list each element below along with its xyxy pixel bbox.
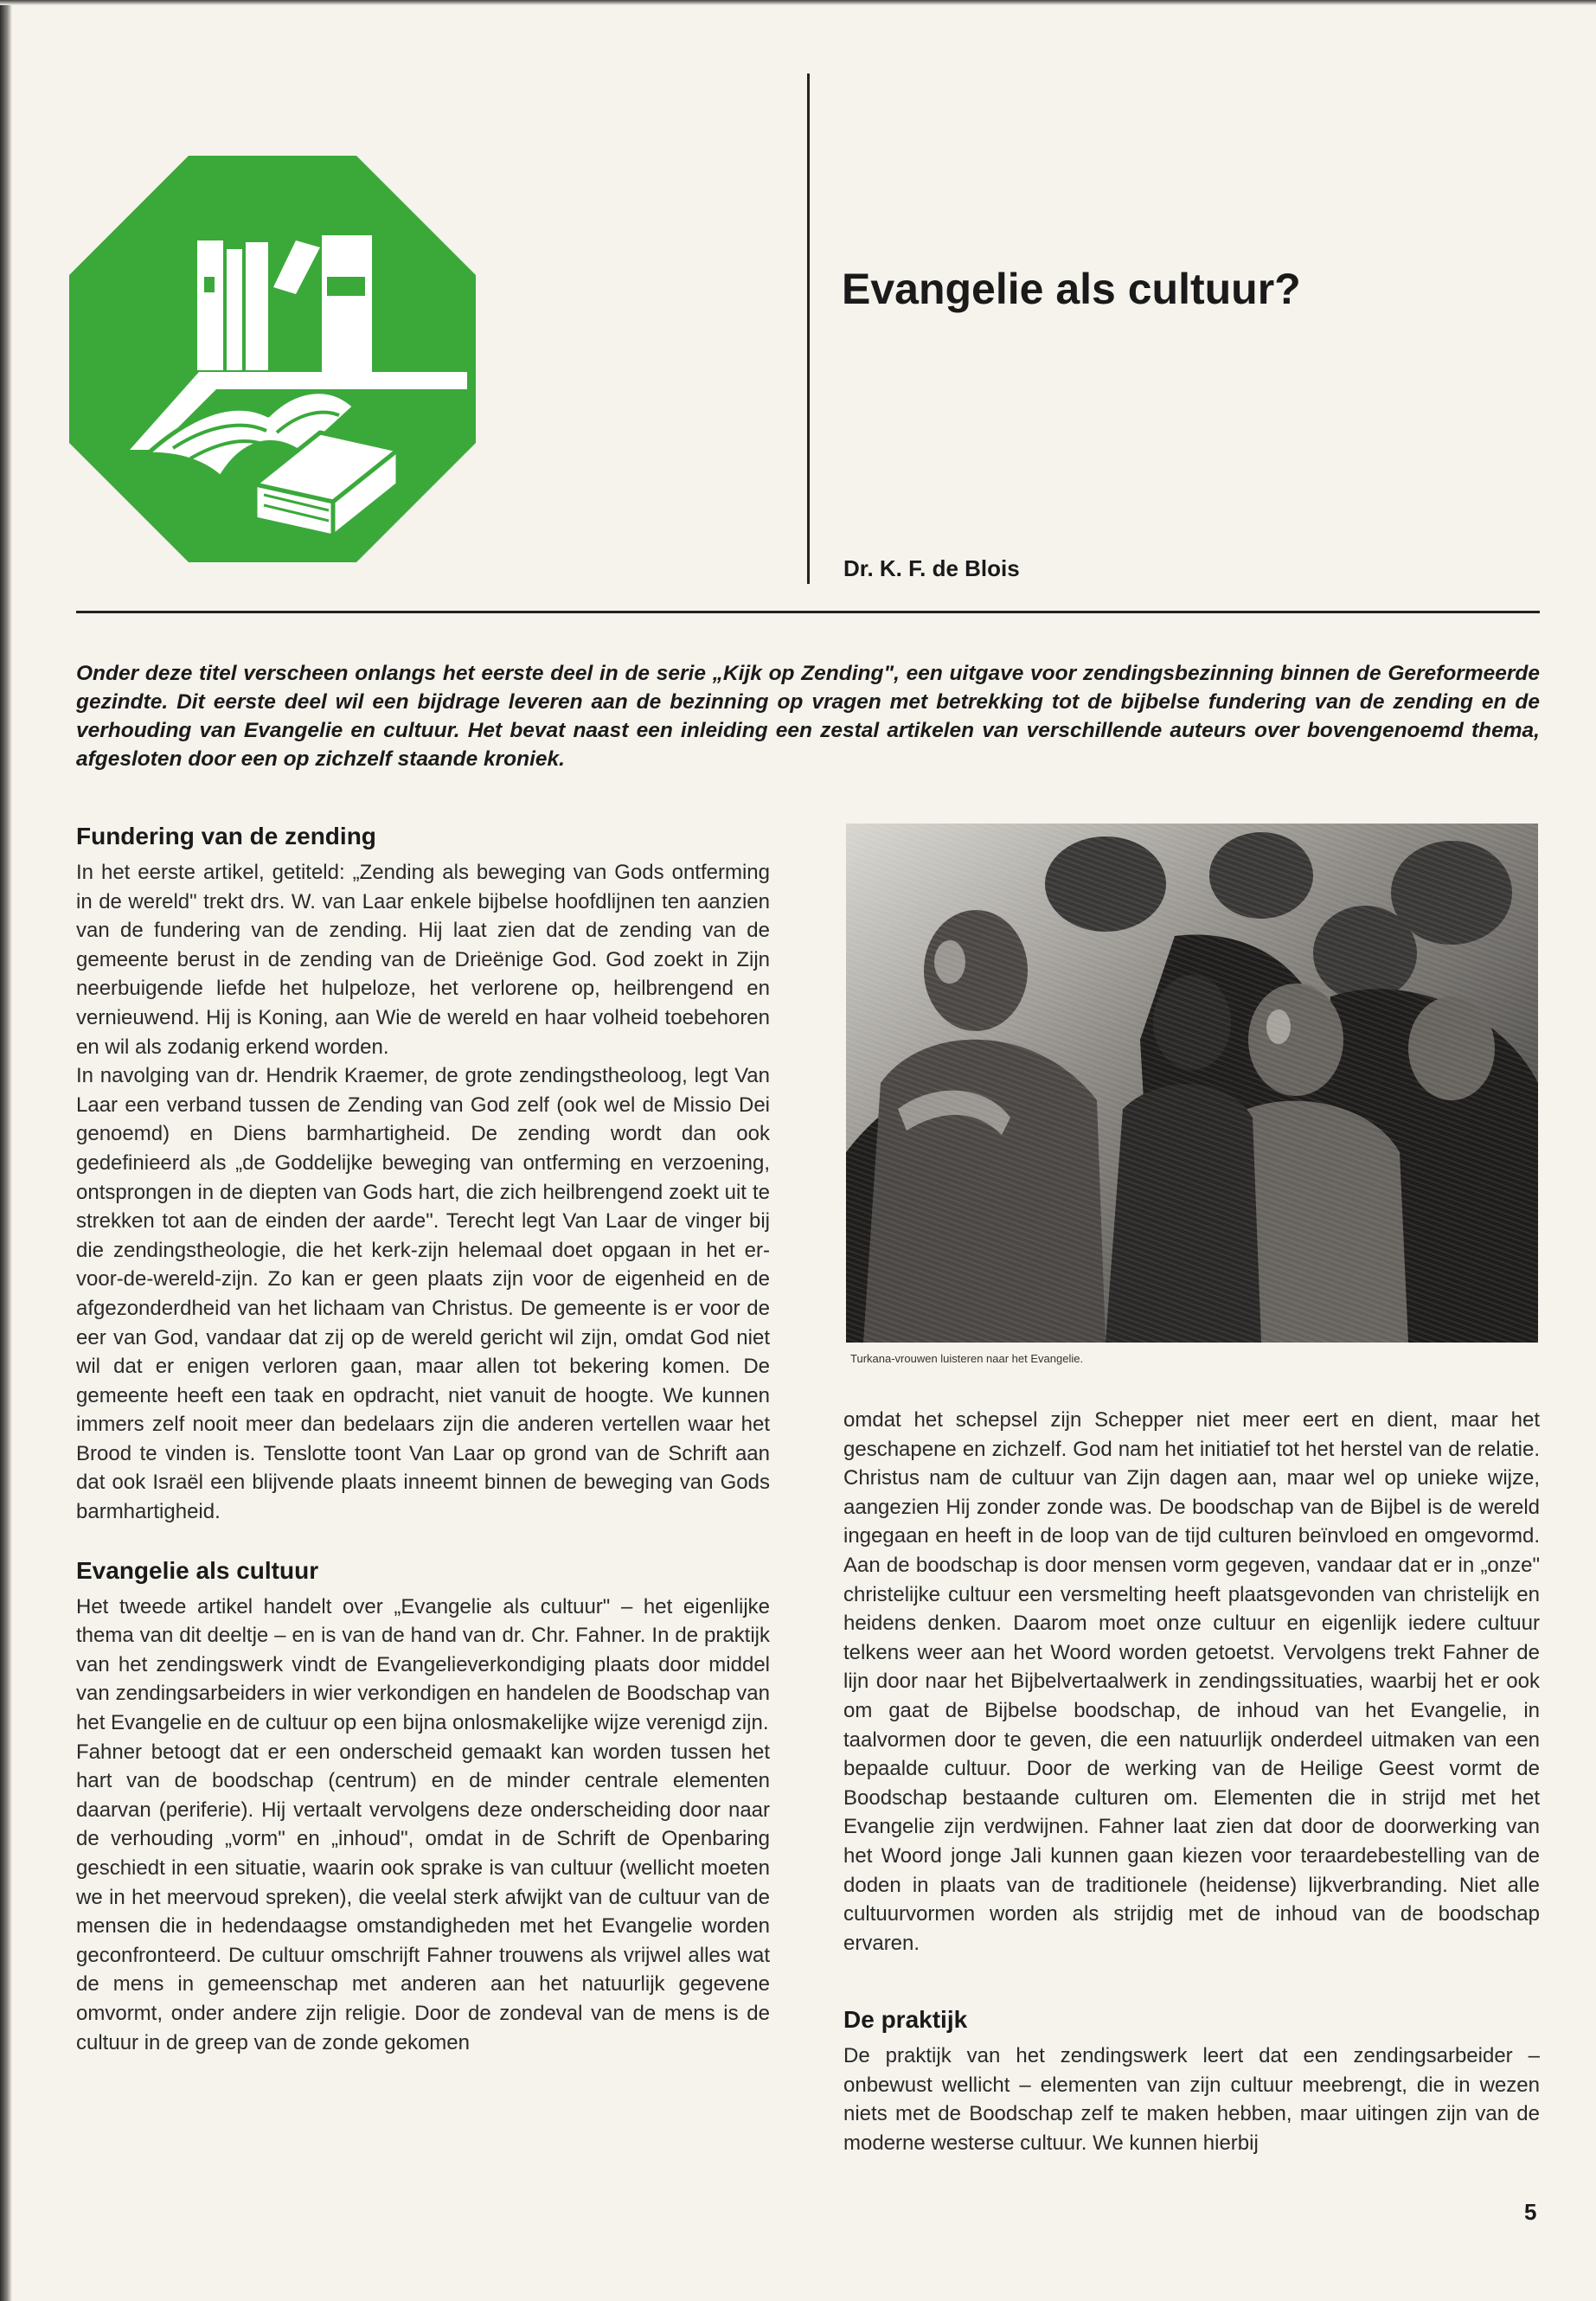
left-column (76, 822, 770, 2057)
section-heading-fundering: Fundering van de zending (76, 823, 376, 849)
page-number: 5 (1524, 2199, 1537, 2225)
page-top-edge (0, 0, 1596, 5)
paragraph: In navolging van dr. Hendrik Kraemer, de grote zendingstheoloog, legt Van Laar een verband tussen de Zending van God zelf (ook wel de Missio Dei genoemd) en Diens barmhartigheid. De zending wordt dan ook gedefinieerd als „de Goddelijke beweging van ontferming en verzoening, ontsprongen in de diepten van Gods hart, die zich heilbrengend zoekt uit te strekken tot aan de einden der aarde". Terecht legt Van Laar de vinger bij die zendingstheologie, die het kerk-zijn helemaal doet opgaan in het er-voor-de-wereld-zijn. Zo kan er geen plaats zijn voor de eigenheid en de afgezonderdheid van het lichaam van Christus. De gemeente is er voor de eer van God, vandaar dat zij op de wereld gericht wil zijn, omdat God niet wil dat er enigen verloren gaan, maar allen tot bekering komen. De gemeente heeft een taak en opdracht, niet vanuit de hoogte. We kunnen immers zelf nooit meer dan bedelaars zijn die anderen vertellen waar het Brood te vinden is. Tenslotte toont Van Laar op grond van de Schrift aan dat ook Israël een blijvende plaats inneemt binnen de beweging van Gods barmhartigheid. (76, 1064, 770, 1524)
article-author: Dr. K. F. de Blois (843, 555, 1020, 581)
section-heading-praktijk: De praktijk (843, 2006, 968, 2033)
right-column (843, 1406, 1540, 1958)
books-octagon-icon (69, 156, 476, 562)
article-title: Evangelie als cultuur? (842, 265, 1301, 313)
paragraph: Fahner betoogt dat er een onderscheid gemaakt kan worden tussen het hart van de boodschap (centrum) en de minder centrale elementen daarvan (periferie). Hij vertaalt vervolgens deze onderscheiding door naar de verhouding „vorm" en „inhoud", omdat in de Schrift de Openbaring geschiedt in een situatie, waarin ook sprake is van cultuur (wellicht moeten we in het meervoud spreken), die veelal sterk afwijkt van de cultuur van de mensen die in hedendaagse omstandigheden met het Evangelie worden geconfronteerd. De cultuur omschrijft Fahner trouwens als vrijwel alles wat de mens in gemeenschap met anderen aan het natuurlijk gegevene omvormt, onder andere zijn religie. Door de zondeval van de mens is de cultuur in de greep van de zonde gekomen (76, 1740, 770, 2054)
header-horizontal-rule (76, 611, 1540, 613)
paragraph: In het eerste artikel, getiteld: „Zending als beweging van Gods ontferming in de wereld" trekt drs. W. van Laar enkele bijbelse hoofdlijnen ten aanzien van de fundering van de zending. Hij laat zien dat de zending van de gemeente berust in de zending van de Drieënige God. God zoekt in Zijn neerbuigende liefde het hulpeloze, het verlorene op, heilbrengend en vernieuwend. Hij is Koning, aan Wie de wereld en haar volheid toebehoren en wil als zodanig erkend worden. (76, 861, 770, 1059)
header-vertical-rule (807, 74, 810, 584)
article-intro: Onder deze titel verscheen onlangs het eerste deel in de serie „Kijk op Zending", een uitgave voor zendingsbezinning binnen de Gereformeerde gezindte. Dit eerste deel wil een bijdrage leveren aan de bezinning op vragen met betrekking tot de bijbelse fundering van de zending en de verhouding van Evangelie en cultuur. Het bevat naast een inleiding een zestal artikelen van verschillende auteurs over bovengenoemd thema, afgesloten door een op zichzelf staande kroniek. (76, 662, 1540, 771)
paragraph: Het tweede artikel handelt over „Evangelie als cultuur" – het eigenlijke thema van dit deeltje – en is van de hand van dr. Chr. Fahner. In de praktijk van het zendingswerk vindt de Evangelieverkondiging plaats door middel van zendingsarbeiders in wier verkondigen en handelen de Boodschap van het Evangelie en de cultuur op een bijna onlosmakelijke wijze verenigd zijn. (76, 1594, 770, 1735)
section-gap (76, 1527, 770, 1556)
article-photo (846, 824, 1538, 1343)
paragraph: omdat het schepsel zijn Schepper niet meer eert en dient, maar het geschapene en zichzelf. God nam het initiatief tot het herstel van de relatie. Christus nam de cultuur van Zijn dagen aan, maar wel op unieke wijze, aangezien Hij zonder zonde was. De boodschap van de Bijbel is de wereld ingegaan en heeft in de loop van de tijd culturen beïnvloed en omgevormd. Aan de boodschap is door mensen vorm gegeven, vandaar dat er in „onze" christelijke cultuur een versmelting heeft plaatsgevonden van christelijk en heidens denken. Daarom moet onze cultuur en eigenlijk iedere cultuur telkens weer aan het Woord worden getoetst. Vervolgens trekt Fahner de lijn door naar het Bijbelvertaalwerk in zendingssituaties, waarbij het er ook om gaat de Bijbelse boodschap, de inhoud van het Evangelie, in taalvormen door te geven, die een natuurlijk onderdeel uitmaken van een bepaalde cultuur. Door de werking van de Heilige Geest vormt de Boodschap bestaande culturen om. Elementen die in strijd met het Evangelie zijn verdwijnen. Fahner laat zien dat door de doorwerking van het Woord jonge Jali kunnen gaan kiezen voor teraardebestelling van de doden in plaats van de traditionele (heidense) lijkverbranding. Niet alle cultuurvormen worden als strijdig met de inhoud van de boodschap ervaren. (843, 1408, 1540, 1955)
section-heading-evangelie: Evangelie als cultuur (76, 1556, 319, 1584)
paragraph: De praktijk van het zendingswerk leert dat een zendingsarbeider – onbewust wellicht – elementen van zijn cultuur meebrengt, die in wezen niets met de Boodschap zelf te maken hebben, maar uitingen zijn van de moderne westerse cultuur. We kunnen hierbij (843, 2044, 1540, 2155)
right-column-section (843, 2005, 1540, 2157)
page-edge-shadow (0, 0, 12, 2301)
photo-caption: Turkana-vrouwen luisteren naar het Evangelie. (850, 1352, 1084, 1365)
